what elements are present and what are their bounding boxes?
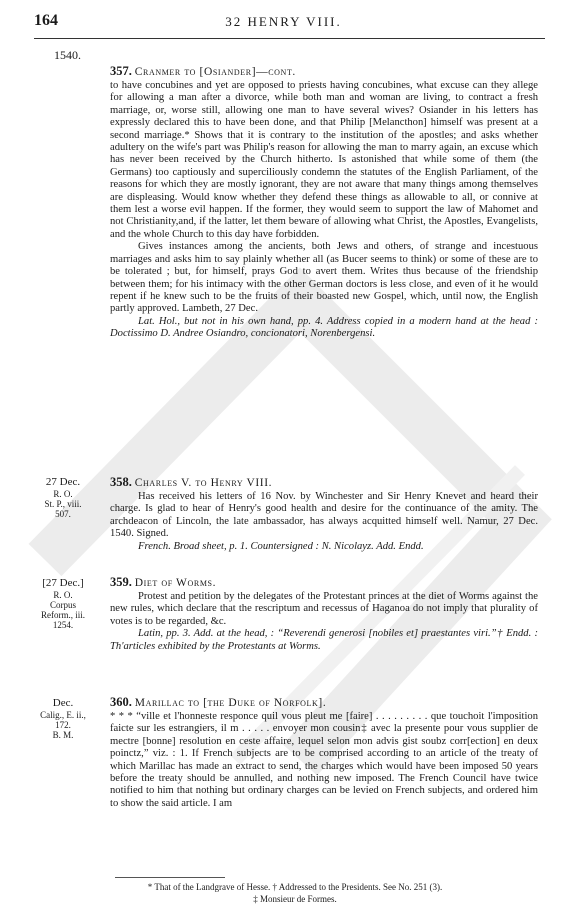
footnote-rule xyxy=(115,877,225,878)
margin-note-359 xyxy=(28,577,98,630)
margin-note-360 xyxy=(28,697,98,740)
entry-paragraph: Protest and petition by the delegates of the Protestant princes at the diet of Worms against the new rules, which declare that the rescriptum and recessus of Haganoa do not imply that plurality of votes is to be regarded, &c. xyxy=(110,591,538,627)
entry-number: 358. xyxy=(110,475,132,489)
entry-360 xyxy=(110,695,538,810)
entry-number: 357. xyxy=(110,64,132,78)
page-header xyxy=(0,12,567,36)
page-number: 164 xyxy=(34,12,58,29)
margin-reference: R. O. St. P., viii. 507. xyxy=(44,489,82,519)
entry-source-note: French. Broad sheet, p. 1. Countersigned : N. Nicolayz. Add. Endd. xyxy=(138,540,424,552)
entry-source-note: Latin, pp. 3. Add. at the head, : “Reverendi generosi [nobiles et] praestantes viri.”† Endd. : Th'articles exhibited by the Protestants at Worms. xyxy=(110,628,538,652)
entry-paragraph: to have concubines and yet are opposed to priests having concubines, what excuse can they allege for allowing a man after a divorce, while both man and woman are living, to contract a fresh marriage, or, worse still, allowing one man to have several wives? Osiander in his letters has expressly declared this to have been done, and that Philip [Melancthon] himself was present at a second marriage.* Shows that it is contrary to the institution of the apostles; and asks whether adultery on the wife's part was Philip's reason for allowing the man to marry again, an excuse which has never been received by the Church hitherto. Is astonished that while some of them (the Germans) too captiously and superciliously condemn the statutes of the English Parliament, of the reasons for which they are mostly ignorant, they are not aware that many things among themselves are displeasing. Would know whether they defend these things as allowable to all, or connive at them lest a worse evil happen. If the former, they would seem to support the law of Mahomet and not Christianity,and, if the latter, let them beware of allowing what Christ, the Apostles, Evangelists, and the whole Church to this day have forbidden. xyxy=(110,80,538,240)
entry-heading xyxy=(110,64,538,79)
footnote-line: ‡ Monsieur de Formes. xyxy=(253,894,337,904)
entry-title: Diet of Worms. xyxy=(134,577,217,589)
margin-reference: Calig., E. ii., 172. B. M. xyxy=(40,710,86,740)
entry-paragraph: Gives instances among the ancients, both Jews and others, of strange and incestuous marriages and asks him to say plainly whether all (as Bucer seems to think) or some of these are to be tolerated ; but, for himself, prays God to avert them. Writes thus because of the friendship between them; for his intimacy with the other German doctors is less close, and even of it he would repent if he knew such to be the fruits of their boasted new Gospel, which, until now, the English partly approved. Lambeth, 27 Dec. xyxy=(110,241,538,315)
entry-358 xyxy=(110,475,538,553)
entry-heading xyxy=(110,575,538,590)
entry-source-note: Lat. Hol., but not in his own hand, pp. 4. Address copied in a modern hand at the head : Doctissimo D. Andree Osiandro, concionatori, Norenbergensi. xyxy=(110,315,538,340)
entry-number: 360. xyxy=(110,695,132,709)
year-margin: 1540. xyxy=(54,48,81,62)
entry-paragraph: Has received his letters of 16 Nov. by Winchester and Sir Henry Knevet and heard their charge. Is glad to hear of Henry's good health and desire for the continuance of the amity. The archdeacon of Lincoln, the late ambassador, has always acquitted himself well. Namur, 27 Dec. 1540. Signed. xyxy=(110,491,538,540)
margin-note-358 xyxy=(28,476,98,519)
entry-357 xyxy=(110,64,538,341)
footnote-line: * That of the Landgrave of Hesse. † Addressed to the Presidents. See No. 251 (3). xyxy=(147,882,443,892)
margin-date: 27 Dec. xyxy=(45,476,81,488)
entry-paragraph: * * * “ville et l'honneste responce quil vous pleut me [faire] . . . . . . . . . que touchoit l'imposition faicte sur les estrangiers, il m . . . . . envoyer mon cousin‡ avec la presente pour vous supplier de mectre [bonne] resolution en ceste affaire, lequel selon mon advis gist soubz corr[ection] en deux poinctz,” viz. : 1. If French subjects are to be comprised according to an article of the treaty of which Marillac has made an extract to send, the charges which would have been imposed 50 years before the treaty should be annulled, and nothing new imposed. The French Council have twice notified to him that nothing but ordinary charges can be levied on French subjects, and ordered him to show the said article. I am xyxy=(110,711,538,809)
entry-359 xyxy=(110,575,538,653)
entry-title: Marillac to [the Duke of Norfolk]. xyxy=(134,697,327,709)
running-title: 32 HENRY VIII. xyxy=(225,14,342,29)
entry-title: Charles V. to Henry VIII. xyxy=(134,477,273,489)
header-rule xyxy=(34,38,545,39)
entry-heading xyxy=(110,475,538,490)
entry-heading xyxy=(110,695,538,710)
margin-date: [27 Dec.] xyxy=(42,577,84,589)
margin-date: Dec. xyxy=(52,697,74,709)
entry-number: 359. xyxy=(110,575,132,589)
margin-reference: R. O. Corpus Reform., iii. 1254. xyxy=(41,590,85,630)
entry-title: Cranmer to [Osiander]—cont. xyxy=(134,66,296,78)
